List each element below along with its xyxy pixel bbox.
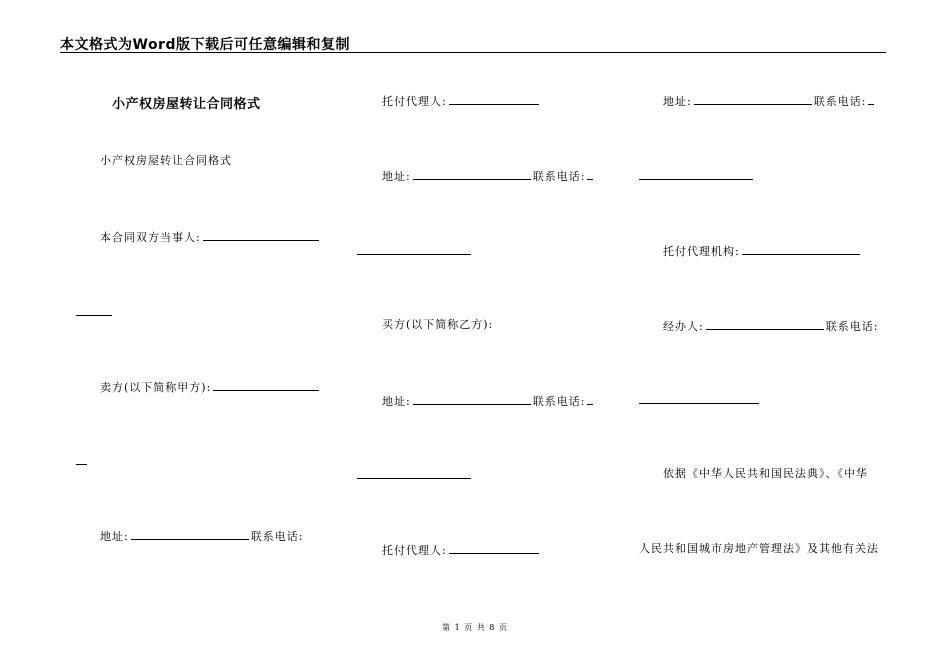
buyer-agent-phone-blank-continued xyxy=(639,179,753,180)
seller-phone-label: 联系电话: xyxy=(250,530,304,543)
handler-phone-label: 联系电话: xyxy=(825,320,879,333)
seller-agent-label: 托付代理人: xyxy=(382,95,447,108)
buyer-agent-address-line xyxy=(663,93,876,109)
parties-blank xyxy=(203,229,319,241)
seller-address-line xyxy=(100,528,303,544)
seller-blank-continued xyxy=(76,464,87,465)
buyer-agent-phone-blank xyxy=(868,93,874,105)
document-header: 本文格式为Word版下载后可任意编辑和复制 xyxy=(60,37,350,53)
seller-agent-address-line xyxy=(382,168,595,184)
handler-label: 经办人: xyxy=(663,320,704,333)
handler-blank xyxy=(706,318,824,330)
seller-blank xyxy=(213,379,319,391)
seller-address-label: 地址: xyxy=(100,530,129,543)
seller-agent-phone-blank-continued xyxy=(357,254,471,255)
agency-blank xyxy=(742,243,860,255)
seller-address-blank xyxy=(131,528,249,540)
buyer-line: 买方(以下简称乙方): xyxy=(382,318,494,331)
buyer-agent-label: 托付代理人: xyxy=(382,544,447,557)
document-title: 小产权房屋转让合同格式 xyxy=(112,97,261,112)
legal-basis-line-1: 依据《中华人民共和国民法典》、《中华 xyxy=(663,467,868,480)
agency-line xyxy=(663,243,862,259)
buyer-agent-address-blank xyxy=(694,93,812,105)
handler-line xyxy=(663,318,878,334)
buyer-address-line xyxy=(382,393,595,409)
seller-label: 卖方(以下简称甲方): xyxy=(100,381,212,394)
page-number: 第 1 页 共 8 页 xyxy=(442,623,508,632)
agency-label: 托付代理机构: xyxy=(663,245,740,258)
seller-agent-phone-label: 联系电话: xyxy=(532,170,586,183)
seller-line xyxy=(100,379,321,395)
buyer-agent-phone-label: 联系电话: xyxy=(813,95,867,108)
parties-blank-continued xyxy=(76,315,112,316)
buyer-agent-blank xyxy=(449,542,539,554)
seller-agent-phone-blank xyxy=(587,168,593,180)
seller-agent-address-label: 地址: xyxy=(382,170,411,183)
buyer-phone-blank xyxy=(587,393,593,405)
seller-agent-address-blank xyxy=(413,168,531,180)
buyer-phone-label: 联系电话: xyxy=(532,395,586,408)
subtitle-text: 小产权房屋转让合同格式 xyxy=(100,154,232,167)
parties-label: 本合同双方当事人: xyxy=(100,231,201,244)
header-divider xyxy=(60,52,886,53)
legal-basis-line-2: 人民共和国城市房地产管理法》及其他有关法 xyxy=(639,542,879,555)
buyer-agent-address-label: 地址: xyxy=(663,95,692,108)
buyer-phone-blank-continued xyxy=(357,478,471,479)
seller-agent-line xyxy=(382,93,541,109)
parties-line xyxy=(100,229,321,245)
buyer-address-label: 地址: xyxy=(382,395,411,408)
handler-phone-blank-continued xyxy=(639,403,759,404)
seller-agent-blank xyxy=(449,93,539,105)
buyer-agent-line xyxy=(382,542,541,558)
buyer-address-blank xyxy=(413,393,531,405)
